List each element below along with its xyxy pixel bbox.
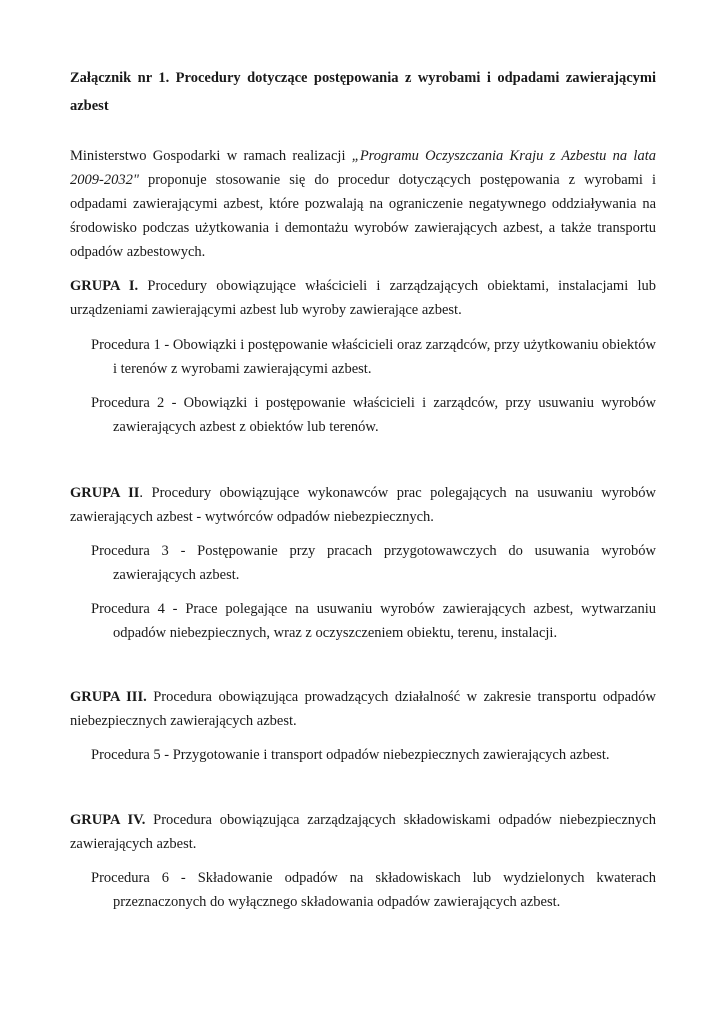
procedure-3: Procedura 3 - Postępowanie przy pracach przygotowawczych do usuwania wyrobów zawierających azbest. [91,543,656,583]
group-1-heading [70,274,656,322]
procedure-2: Procedura 2 - Obowiązki i postępowanie właścicieli i zarządców, przy usuwaniu wyrobów zawierających azbest z obiektów lub terenów. [91,395,656,435]
procedure-6: Procedura 6 - Składowanie odpadów na składowiskach lub wydzielonych kwaterach przeznaczonych do wyłącznego składowania odpadów zawierających azbest. [91,870,656,910]
group-2-heading [70,481,656,529]
group-1-text: Procedury obowiązujące właścicieli i zarządzających obiektami, instalacjami lub urządzeniami zawierającymi azbest lub wyroby zawierające azbest. [70,278,656,318]
group-1-label: GRUPA I. [70,278,139,294]
group-4-heading [70,808,656,856]
group-2-text: . Procedury obowiązujące wykonawców prac polegających na usuwaniu wyrobów zawierających azbest - wytwórców odpadów niebezpiecznych. [70,485,656,525]
intro-paragraph [70,144,656,264]
program-name: „Programu Oczyszczania Kraju z Azbestu na lata 2009-2032" [70,148,656,188]
procedure-4: Procedura 4 - Prace polegające na usuwaniu wyrobów zawierających azbest, wytwarzaniu odpadów niebezpiecznych, wraz z oczyszczeniem obiektu, terenu, instalacji. [91,601,656,641]
intro-lead: Ministerstwo Gospodarki w ramach realizacji [70,148,352,164]
group-3-label: GRUPA III. [70,689,147,705]
procedure-5: Procedura 5 - Przygotowanie i transport odpadów niebezpiecznych zawierających azbest. [91,747,610,763]
group-2-label: GRUPA II [70,485,140,501]
group-3-text: Procedura obowiązująca prowadzących działalność w zakresie transportu odpadów niebezpiecznych zawierających azbest. [70,689,656,729]
group-3-heading [70,685,656,733]
group-4-text: Procedura obowiązująca zarządzających składowiskami odpadów niebezpiecznych zawierających azbest. [70,812,656,852]
procedure-1: Procedura 1 - Obowiązki i postępowanie właścicieli oraz zarządców, przy użytkowaniu obiektów i terenów z wyrobami zawierającymi azbest. [91,337,656,377]
group-4-label: GRUPA IV. [70,812,146,828]
document-title: Załącznik nr 1. Procedury dotyczące postępowania z wyrobami i odpadami zawierającymi azbest [70,70,656,114]
intro-rest: proponuje stosowanie się do procedur dotyczących postępowania z wyrobami i odpadami zawierającymi azbest, które pozwalają na ograniczenie negatywnego oddziaływania na środowisko podczas użytkowania i demontażu wyrobów zawierających azbest, a także transportu odpadów azbestowych. [70,172,656,260]
